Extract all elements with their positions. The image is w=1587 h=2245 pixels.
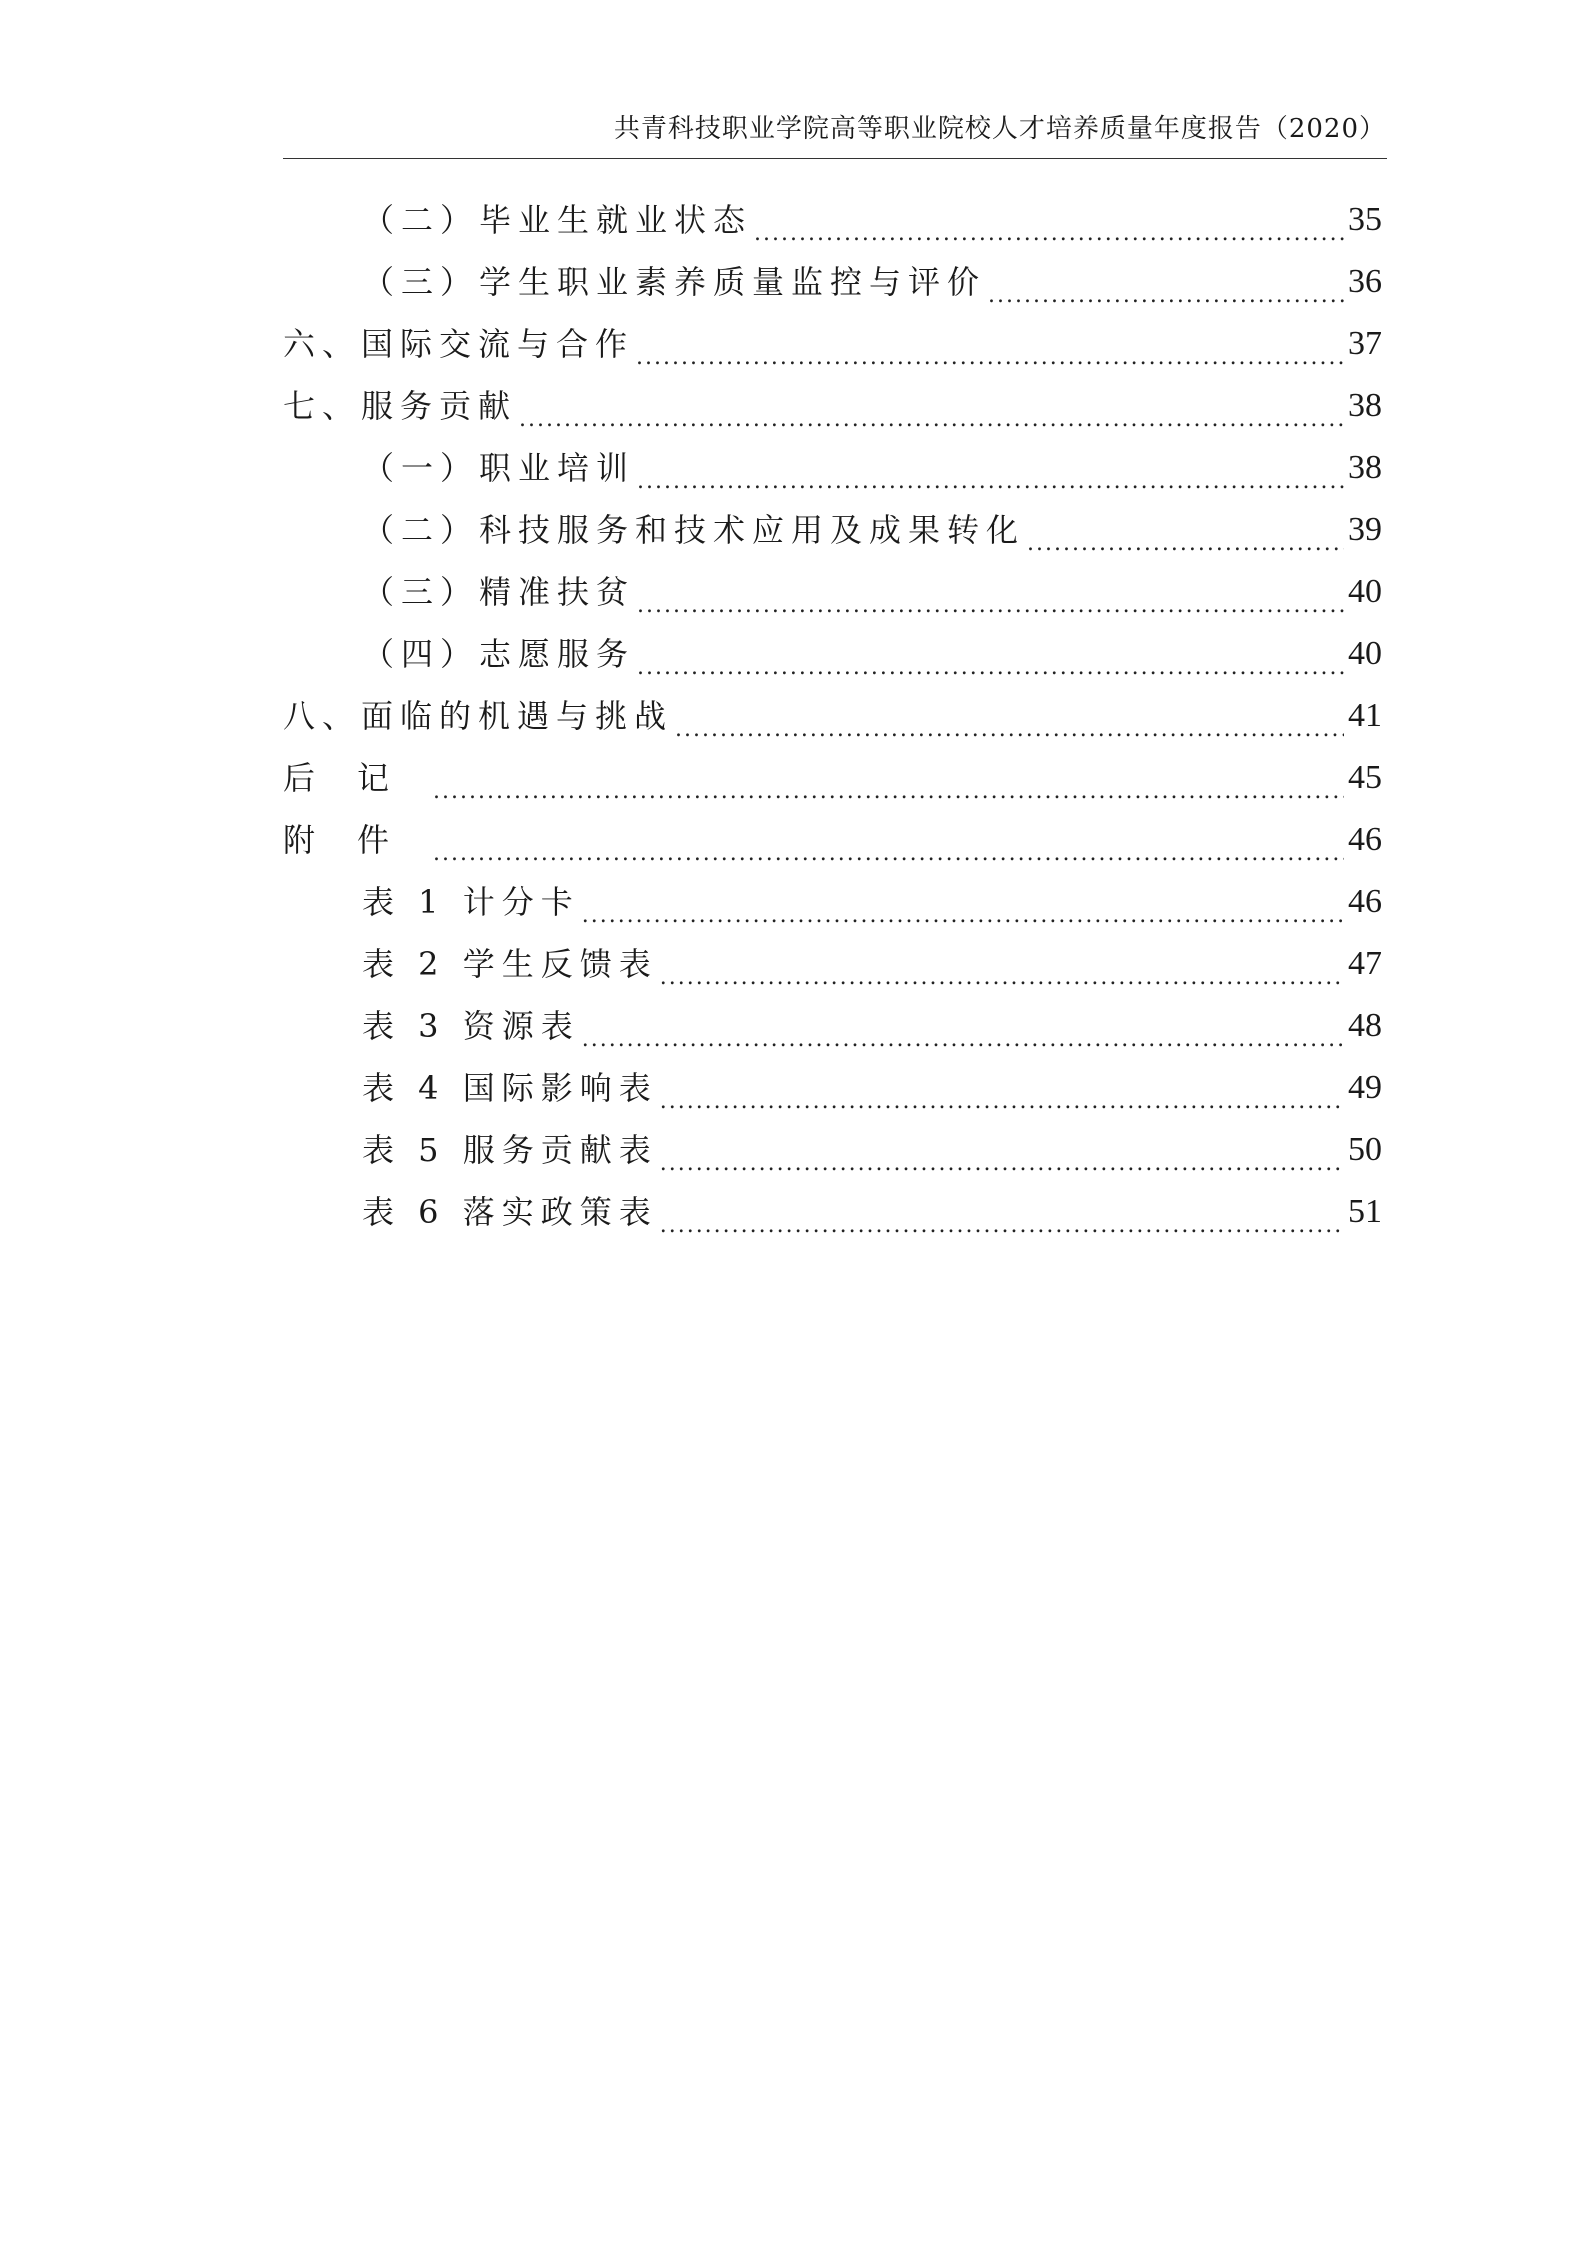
header-divider (283, 158, 1387, 159)
toc-leader-dots (660, 1125, 1344, 1175)
toc-entry-page: 46 (1348, 883, 1382, 920)
toc-entry-label: 八、面临的机遇与挑战 (283, 697, 674, 735)
toc-entry-page: 35 (1348, 201, 1382, 238)
toc-entry[interactable] (283, 319, 1382, 369)
toc-leader-dots (675, 691, 1344, 741)
toc-leader-dots (637, 567, 1344, 617)
toc-leader-dots (1027, 505, 1344, 555)
toc-entry[interactable] (362, 629, 1382, 679)
toc-leader-dots (637, 629, 1344, 679)
toc-leader-dots (636, 319, 1344, 369)
toc-entry-page: 38 (1348, 449, 1382, 486)
toc-entry-label: （三）精准扶贫 (362, 573, 636, 611)
toc-leader-dots (660, 1063, 1344, 1113)
toc-leader-dots (988, 257, 1344, 307)
toc-leader-dots (660, 939, 1344, 989)
toc-entry-label: 七、服务贡献 (283, 387, 518, 425)
toc-entry-label: 表 3 资源表 (362, 1007, 580, 1045)
page-header: 共青科技职业学院高等职业院校人才培养质量年度报告（2020） (613, 114, 1386, 144)
toc-entry-page: 39 (1348, 511, 1382, 548)
toc-entry-page: 47 (1348, 945, 1382, 982)
toc-entry-page: 50 (1348, 1131, 1382, 1168)
toc-entry[interactable] (283, 691, 1382, 741)
toc-entry[interactable] (362, 1187, 1382, 1237)
toc-entry[interactable] (362, 939, 1382, 989)
toc-entry-label: 表 1 计分卡 (362, 883, 580, 921)
toc-entry-page: 40 (1348, 573, 1382, 610)
toc-entry-label: （二）科技服务和技术应用及成果转化 (362, 511, 1026, 549)
toc-leader-dots (433, 753, 1344, 803)
toc-entry-label: 表 4 国际影响表 (362, 1069, 658, 1107)
toc-entry-label: 表 5 服务贡献表 (362, 1131, 658, 1169)
toc-entry-page: 40 (1348, 635, 1382, 672)
toc-entry-page: 38 (1348, 387, 1382, 424)
toc-entry[interactable] (283, 381, 1382, 431)
toc-entry-page: 46 (1348, 821, 1382, 858)
toc-entry-page: 36 (1348, 263, 1382, 300)
toc-entry-label: （一）职业培训 (362, 449, 636, 487)
toc-entry[interactable] (362, 1001, 1382, 1051)
toc-entry-label: 表 2 学生反馈表 (362, 945, 658, 983)
toc-leader-dots (582, 1001, 1344, 1051)
toc-entry[interactable] (362, 257, 1382, 307)
toc-entry-label: （四）志愿服务 (362, 635, 636, 673)
toc-entry-label: 附件 (283, 821, 432, 859)
toc-entry-page: 41 (1348, 697, 1382, 734)
toc-entry-page: 51 (1348, 1193, 1382, 1230)
toc-entry-label: （三）学生职业素养质量监控与评价 (362, 263, 987, 301)
toc-entry[interactable] (283, 753, 1382, 803)
toc-entry-page: 49 (1348, 1069, 1382, 1106)
toc-leader-dots (660, 1187, 1344, 1237)
toc-entry[interactable] (362, 505, 1382, 555)
toc-entry[interactable] (362, 1063, 1382, 1113)
toc-entry-page: 48 (1348, 1007, 1382, 1044)
toc-entry-label: 后记 (283, 759, 432, 797)
toc-leader-dots (433, 815, 1344, 865)
toc-entry[interactable] (362, 1125, 1382, 1175)
toc-entry[interactable] (362, 877, 1382, 927)
toc-leader-dots (582, 877, 1344, 927)
toc-entry-label: 六、国际交流与合作 (283, 325, 635, 363)
toc-entry-label: （二）毕业生就业状态 (362, 201, 753, 239)
toc-entry-page: 37 (1348, 325, 1382, 362)
toc-entry[interactable] (283, 815, 1382, 865)
toc-leader-dots (519, 381, 1344, 431)
toc-leader-dots (754, 195, 1344, 245)
toc-entry[interactable] (362, 567, 1382, 617)
toc-leader-dots (637, 443, 1344, 493)
toc-entry[interactable] (362, 443, 1382, 493)
toc-entry-label: 表 6 落实政策表 (362, 1193, 658, 1231)
toc-entry[interactable] (362, 195, 1382, 245)
toc-entry-page: 45 (1348, 759, 1382, 796)
